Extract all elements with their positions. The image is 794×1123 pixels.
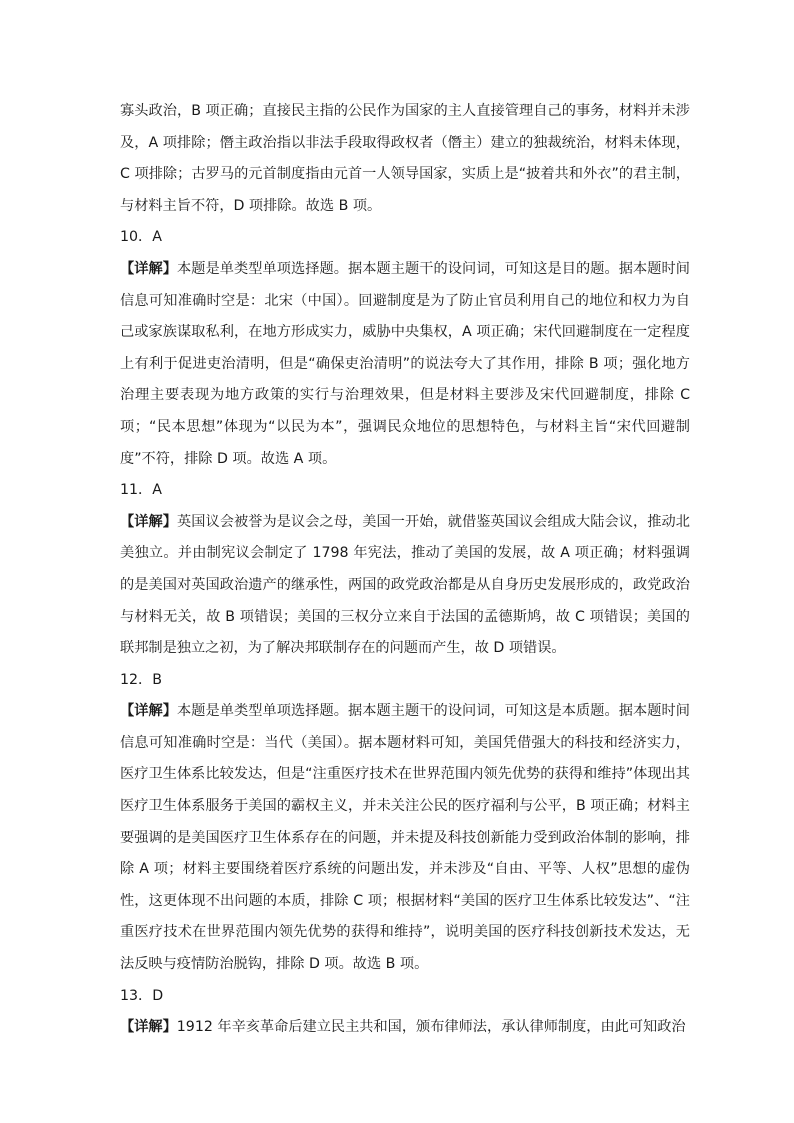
answer-explanation-13: 【详解】1912 年辛亥革命后建立民主共和国，颁布律师法，承认律师制度，由此可知政治 <box>120 1019 686 1036</box>
answer-explanation-10: 【详解】本题是单类型单项选择题。据本题主题干的设问词，可知这是目的题。据本题时间信息可知准确时空是：北宋（中国）。回避制度是为了防止官员利用自己的地位和权力为自己或家族谋取私利，在地方形成实力，威胁中央集权，A 项正确；宋代回避制度在一定程度上有利于促进吏治清明，但是“确保吏治清明”的说法夸大了其作用，排除 B 项；强化地方治理主要表现为地方政策的实行与治理效果，但是材料主要涉及宋代回避制度，排除 C 项；“民本思想”体现为“以民为本”，强调民众地位的思想特色，与材料主旨“宋代回避制度”不符，排除 D 项。故选 A 项。 <box>120 260 690 467</box>
explanation-tag: 【详解】 <box>120 513 178 530</box>
explanation-tag: 【详解】 <box>120 703 178 720</box>
answer-explanation-9-continued: 寡头政治，B 项正确；直接民主指的公民作为国家的主人直接管理自己的事务，材料并未涉及，A 项排除；僭主政治指以非法手段取得政权者（僭主）建立的独裁统治，材料未体现，C 项排除；古罗马的元首制度指由元首一人领导国家，实质上是“披着共和外衣”的君主制，与材料主旨不符，D 项排除。故选 B 项。 <box>120 103 690 214</box>
answer-number-12: 12．B <box>120 671 162 688</box>
document-page <box>120 96 690 1044</box>
answer-explanation-11: 【详解】英国议会被誉为是议会之母，美国一开始，就借鉴英国议会组成大陆会议，推动北美独立。并由制宪议会制定了 1798 年宪法，推动了美国的发展，故 A 项正确；材料强调的是美国对英国政治遗产的继承性，两国的政党政治都是从自身历史发展形成的，政党政治与材料无关，故 B 项错误；美国的三权分立来自于法国的孟德斯鸠，故 C 项错误；美国的联邦制是独立之初，为了解决邦联制存在的问题而产生，故 D 项错误。 <box>120 513 690 657</box>
answer-number-11: 11．A <box>120 482 162 499</box>
answer-number-10: 10．A <box>120 229 162 246</box>
answer-number-13: 13．D <box>120 987 164 1004</box>
explanation-tag: 【详解】 <box>120 260 178 277</box>
explanation-tag: 【详解】 <box>120 1019 177 1036</box>
answer-explanation-12: 【详解】本题是单类型单项选择题。据本题主题干的设问词，可知这是本质题。据本题时间信息可知准确时空是：当代（美国）。据本题材料可知，美国凭借强大的科技和经济实力，医疗卫生体系比较发达，但是“注重医疗技术在世界范围内领先优势的获得和维持”体现出其医疗卫生体系服务于美国的霸权主义，并未关注公民的医疗福利与公平，B 项正确；材料主要强调的是美国医疗卫生体系存在的问题，并未提及科技创新能力受到政治体制的影响，排除 A 项；材料主要围绕着医疗系统的问题出发，并未涉及“自由、平等、人权”思想的虚伪性，这更体现不出问题的本质，排除 C 项；根据材料“美国的医疗卫生体系比较发达”、“注重医疗技术在世界范围内领先优势的获得和维持”，说明美国的医疗科技创新技术发达，无法反映与疫情防治脱钩，排除 D 项。故选 B 项。 <box>120 703 690 973</box>
